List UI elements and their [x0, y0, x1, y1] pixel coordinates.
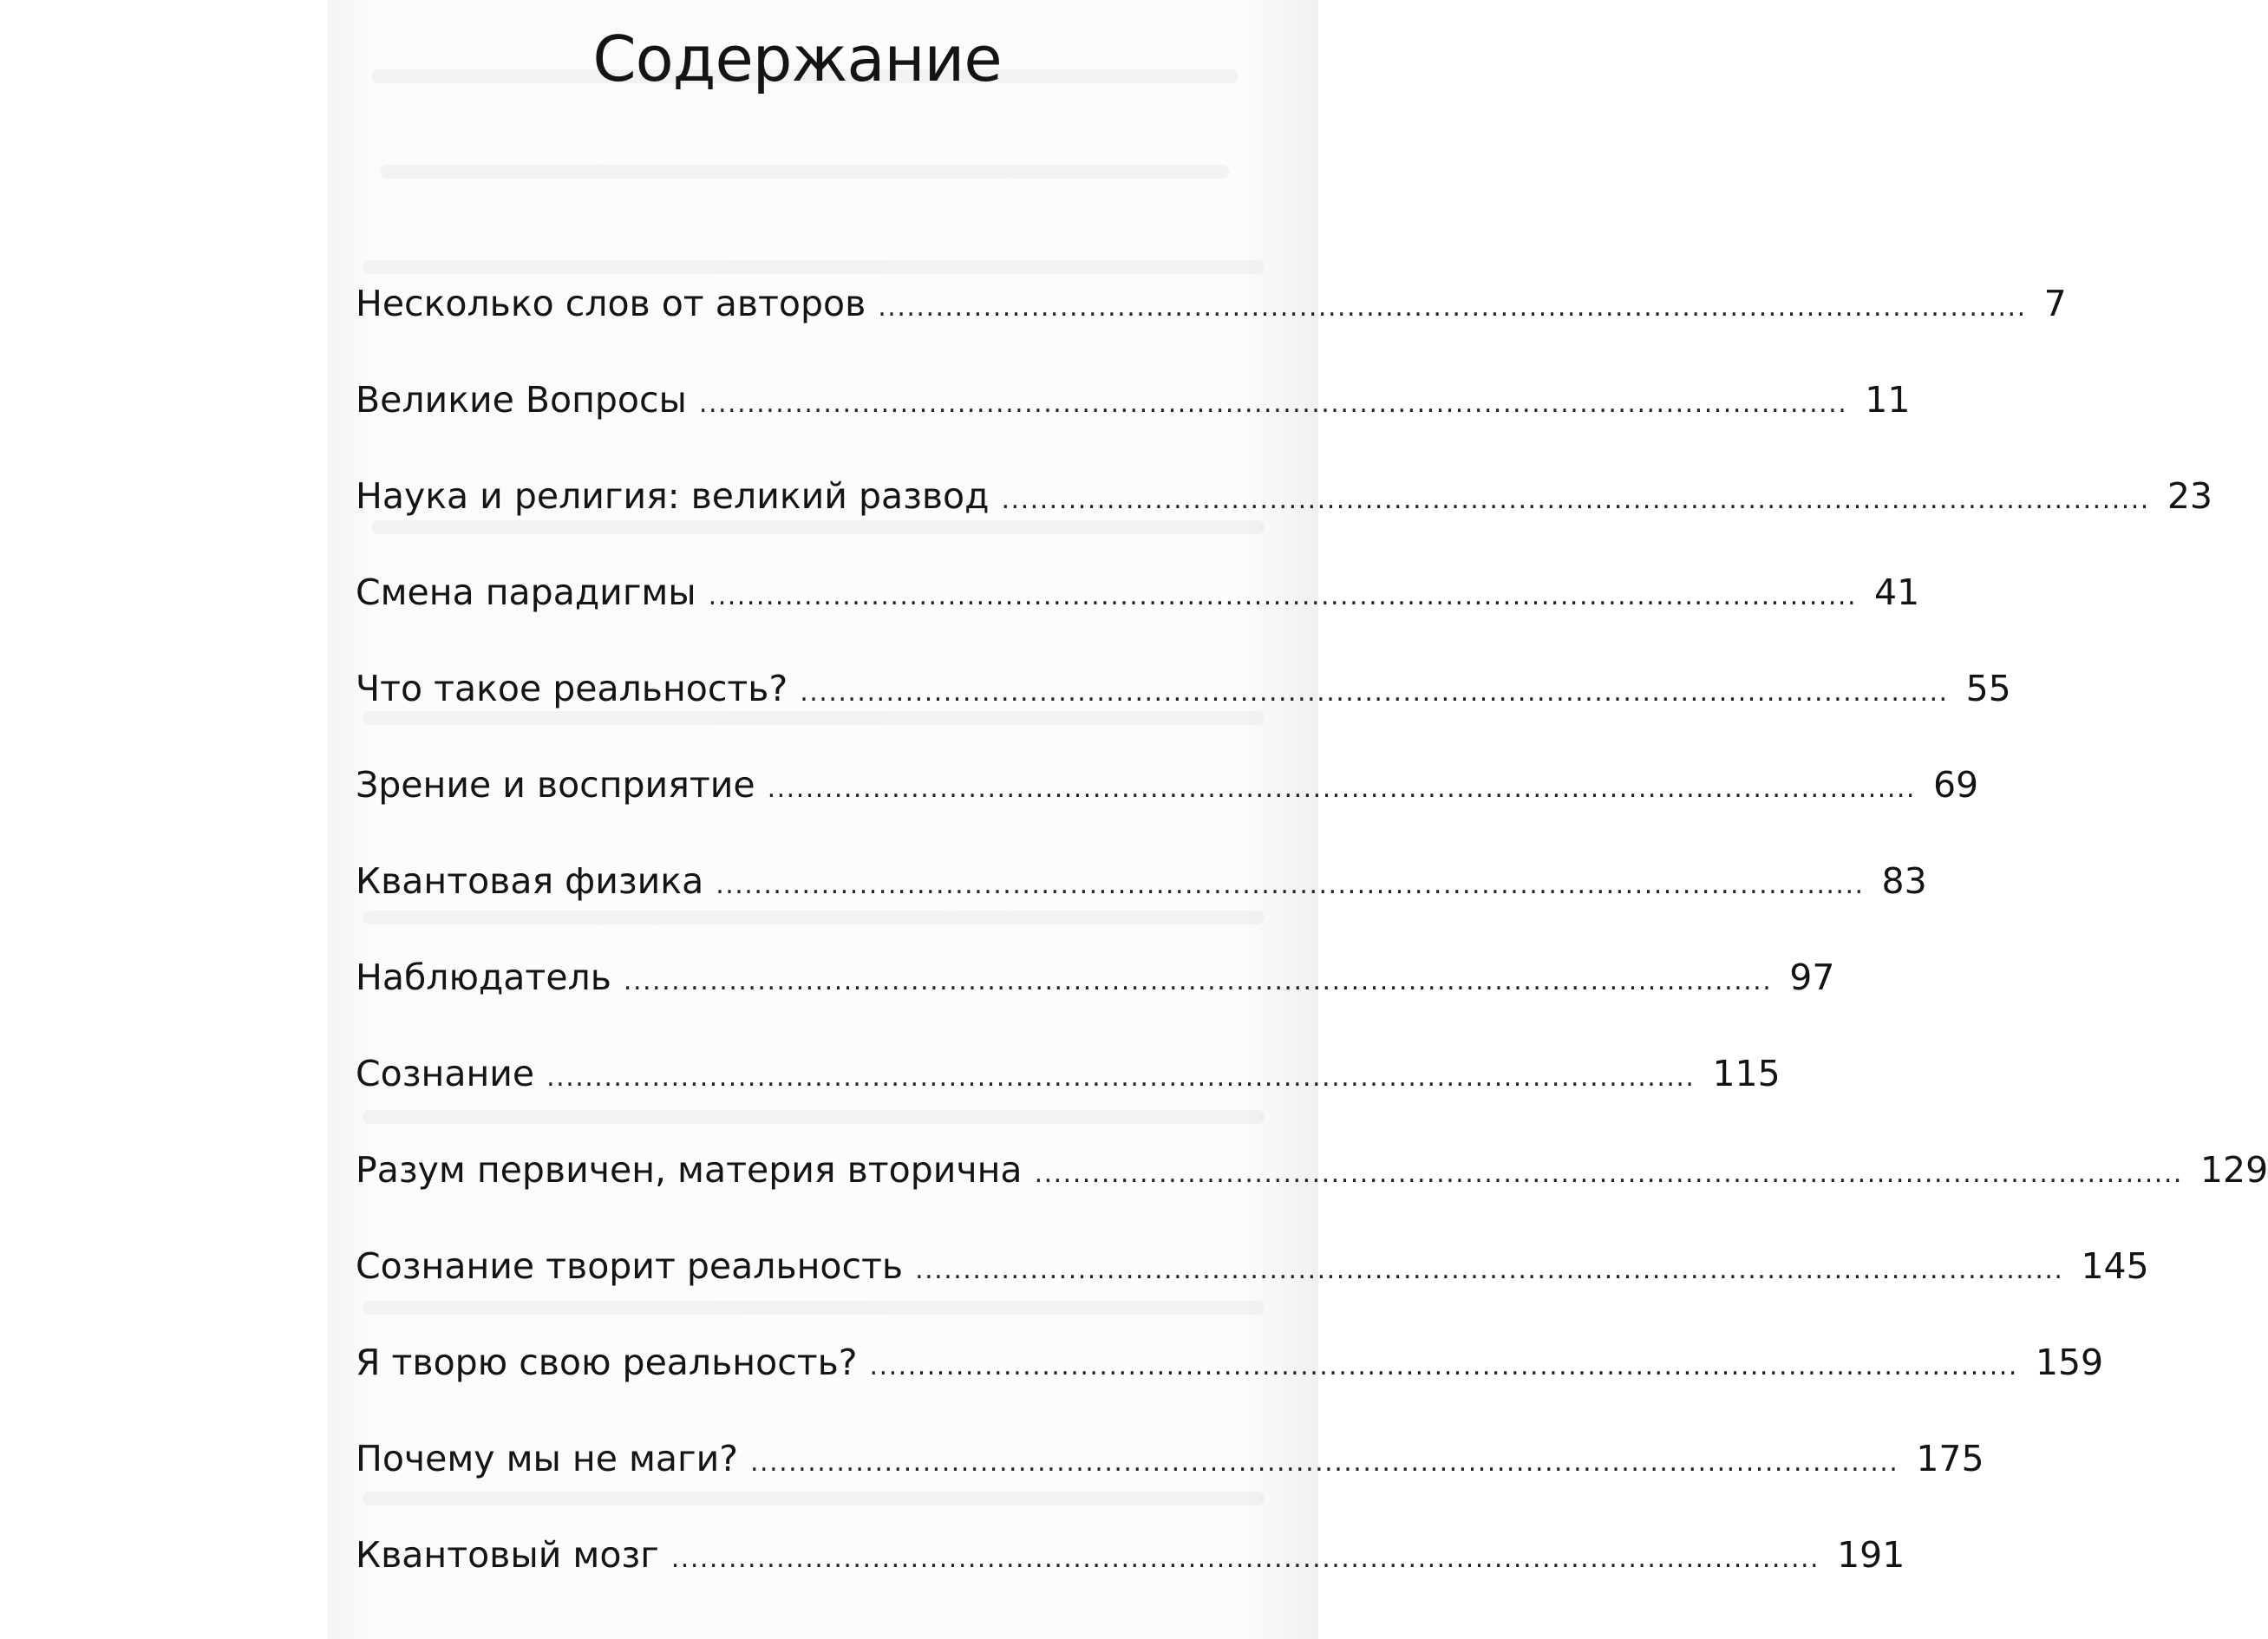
toc-entry-title: Смена парадигмы: [356, 571, 696, 613]
dot-leader: ........................................................................................................................: [670, 1544, 1820, 1574]
toc-entry: [356, 566, 1920, 663]
toc-entry-title: Несколько слов от авторов: [356, 283, 866, 324]
toc-entry-title: Что такое реальность?: [356, 668, 788, 709]
dot-leader: ........................................................................................................................: [767, 774, 1916, 804]
toc-entry: [356, 759, 1979, 855]
toc-entry: [356, 1144, 2268, 1240]
toc-entry: [356, 1529, 1905, 1625]
toc-entry-page: 115: [1712, 1053, 1781, 1094]
toc-entry-page: 97: [1789, 957, 1835, 998]
dot-leader: ........................................................................................................................: [623, 966, 1773, 996]
dot-leader: ........................................................................................................................: [716, 870, 1865, 900]
toc-entry: [356, 470, 2213, 566]
toc-entry-title: Сознание творит реальность: [356, 1245, 904, 1287]
toc-entry-title: Квантовый мозг: [356, 1534, 659, 1576]
toc-entry: [356, 855, 1927, 951]
toc-entry: [356, 1433, 1984, 1529]
dot-leader: ........................................................................................................................: [1034, 1159, 2183, 1189]
toc-entry-page: 11: [1865, 379, 1911, 421]
dot-leader: ........................................................................................................................: [915, 1255, 2064, 1285]
dot-leader: ........................................................................................................................: [878, 292, 2027, 323]
toc-entry-page: 23: [2167, 475, 2213, 517]
dot-leader: ........................................................................................................................: [708, 581, 1858, 611]
toc-entry-page: 69: [1932, 764, 1979, 806]
toc-entry: [356, 1336, 2104, 1433]
toc-entry-page: 55: [1965, 668, 2011, 709]
toc-entry-title: Наука и религия: великий развод: [356, 475, 990, 517]
toc-entry-page: 41: [1874, 571, 1920, 613]
toc-entry-title: Разум первичен, материя вторична: [356, 1149, 1023, 1191]
toc-entry-title: Почему мы не маги?: [356, 1438, 738, 1479]
toc-entry: [356, 1048, 1781, 1144]
toc-entry: [356, 663, 2011, 759]
toc-entry-page: 7: [2043, 283, 2067, 324]
toc-entry-title: Великие Вопросы: [356, 379, 687, 421]
toc-entry-page: 129: [2199, 1149, 2268, 1191]
toc-entry: [356, 1240, 2149, 1336]
toc-entry-title: Сознание: [356, 1053, 535, 1094]
book-page: [328, 0, 2268, 1639]
toc-entry-title: Квантовая физика: [356, 860, 704, 902]
dot-leader: ........................................................................................................................: [698, 389, 1848, 419]
toc-entry-page: 159: [2035, 1342, 2104, 1383]
page-title: Содержание: [592, 23, 1002, 95]
dot-leader: ........................................................................................................................: [750, 1447, 1899, 1478]
table-of-contents: [356, 278, 2268, 1625]
toc-entry-page: 83: [1881, 860, 1927, 902]
toc-entry: [356, 374, 1911, 470]
dot-leader: ........................................................................................................................: [800, 677, 1949, 708]
toc-entry-page: 191: [1837, 1534, 1905, 1576]
toc-entry: [356, 951, 1835, 1048]
dot-leader: ........................................................................................................................: [1001, 485, 2150, 515]
dot-leader: ........................................................................................................................: [869, 1351, 2018, 1381]
dot-leader: ........................................................................................................................: [546, 1062, 1696, 1093]
toc-entry-title: Наблюдатель: [356, 957, 611, 998]
toc-entry-page: 145: [2081, 1245, 2149, 1287]
toc-entry: [356, 278, 2067, 374]
toc-entry-title: Зрение и восприятие: [356, 764, 755, 806]
toc-entry-page: 175: [1916, 1438, 1984, 1479]
toc-entry-title: Я творю свою реальность?: [356, 1342, 858, 1383]
